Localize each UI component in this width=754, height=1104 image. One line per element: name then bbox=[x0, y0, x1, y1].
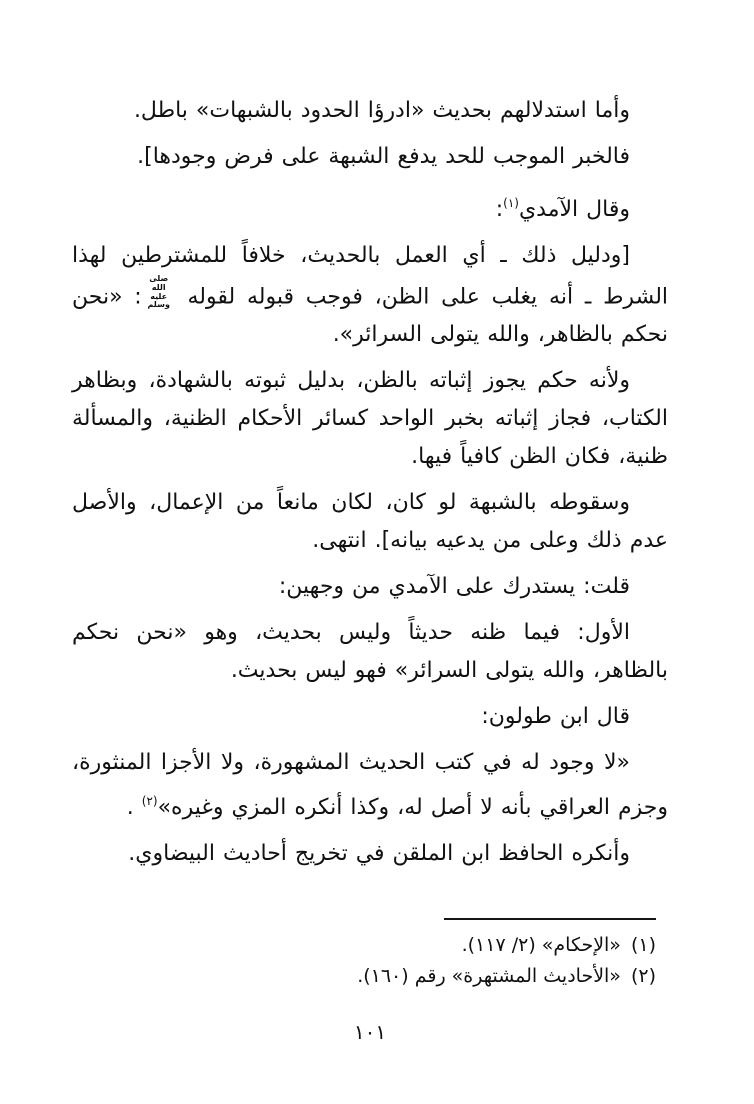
paragraph-text: وأما استدلالهم بحديث «ادرؤا الحدود بالشبهات» باطل. bbox=[133, 98, 630, 123]
footnote-number: (٢) bbox=[630, 965, 656, 987]
paragraph-text: . bbox=[126, 795, 142, 821]
footnote-separator bbox=[444, 918, 656, 920]
paragraph bbox=[72, 698, 668, 736]
paragraph-text: وأنكره الحافظ ابن الملقن في تخريج أحاديث البيضاوي. bbox=[128, 841, 630, 867]
paragraph-text: قال ابن طولون: bbox=[481, 704, 630, 730]
paragraph bbox=[72, 237, 668, 354]
paragraph-text: قلت: يستدرك على الآمدي من وجهين: bbox=[278, 574, 630, 600]
paragraph-text: : «نحن نحكم بالظاهر، والله يتولى السرائر». bbox=[72, 284, 668, 348]
paragraph bbox=[72, 138, 668, 176]
paragraph bbox=[72, 744, 668, 827]
paragraph bbox=[72, 184, 668, 229]
footnote-marker-2: (٢) bbox=[141, 794, 158, 809]
paragraph bbox=[72, 835, 668, 873]
paragraph-text: : bbox=[495, 197, 504, 222]
page-number: ١٠١ bbox=[353, 1020, 387, 1044]
paragraph-text: «لا وجود له في كتب الحديث المشهورة، ولا الأجزا المنثورة، وجزم العراقي بأنه لا أصل له، وكذا أنكره المزي وغيره» bbox=[72, 750, 668, 821]
footnote-number: (١) bbox=[630, 934, 656, 956]
paragraph-text: ولأنه حكم يجوز إثباته بالظن، بدليل ثبوته بالشهادة، وبظاهر الكتاب، فجاز إثباته بخبر الواحد كسائر الأحكام الظنية، والمسألة ظنية، فكان الظن كافياً فيها. bbox=[72, 368, 668, 470]
footnote-item bbox=[72, 961, 656, 992]
footnote-text: «الإحكام» (٢/ ١١٧). bbox=[461, 934, 621, 956]
footnotes-section bbox=[72, 918, 656, 992]
body-text bbox=[72, 92, 668, 881]
footnote-text: «الأحاديث المشتهرة» رقم (١٦٠). bbox=[357, 965, 621, 987]
paragraph-text: وقال الآمدي bbox=[518, 197, 630, 222]
paragraph bbox=[72, 568, 668, 606]
paragraph bbox=[72, 362, 668, 476]
paragraph-text: فالخبر الموجب للحد يدفع الشبهة على فرض وجودها]. bbox=[137, 144, 630, 169]
footnote-marker-1: (١) bbox=[503, 196, 519, 210]
paragraph-text: [ودليل ذلك ـ أي العمل بالحديث، خلافاً للمشترطين لهذا الشرط ـ أنه يغلب على الظن، فوجب قبوله لقوله bbox=[72, 243, 669, 310]
paragraph-text: وسقوطه بالشبهة لو كان، لكان مانعاً من الإعمال، والأصل عدم ذلك وعلى من يدعيه بيانه]. انتهى. bbox=[72, 490, 668, 554]
paragraph-text: الأول: فيما ظنه حديثاً وليس بحديث، وهو «نحن نحكم بالظاهر، والله يتولى السرائر» فهو ليس بحديث. bbox=[72, 620, 668, 684]
paragraph bbox=[72, 614, 668, 690]
paragraph bbox=[72, 92, 668, 130]
paragraph bbox=[72, 484, 668, 560]
footnote-item bbox=[72, 930, 656, 961]
prophet-honorific: صلى الله عليه وسلم bbox=[147, 274, 170, 310]
